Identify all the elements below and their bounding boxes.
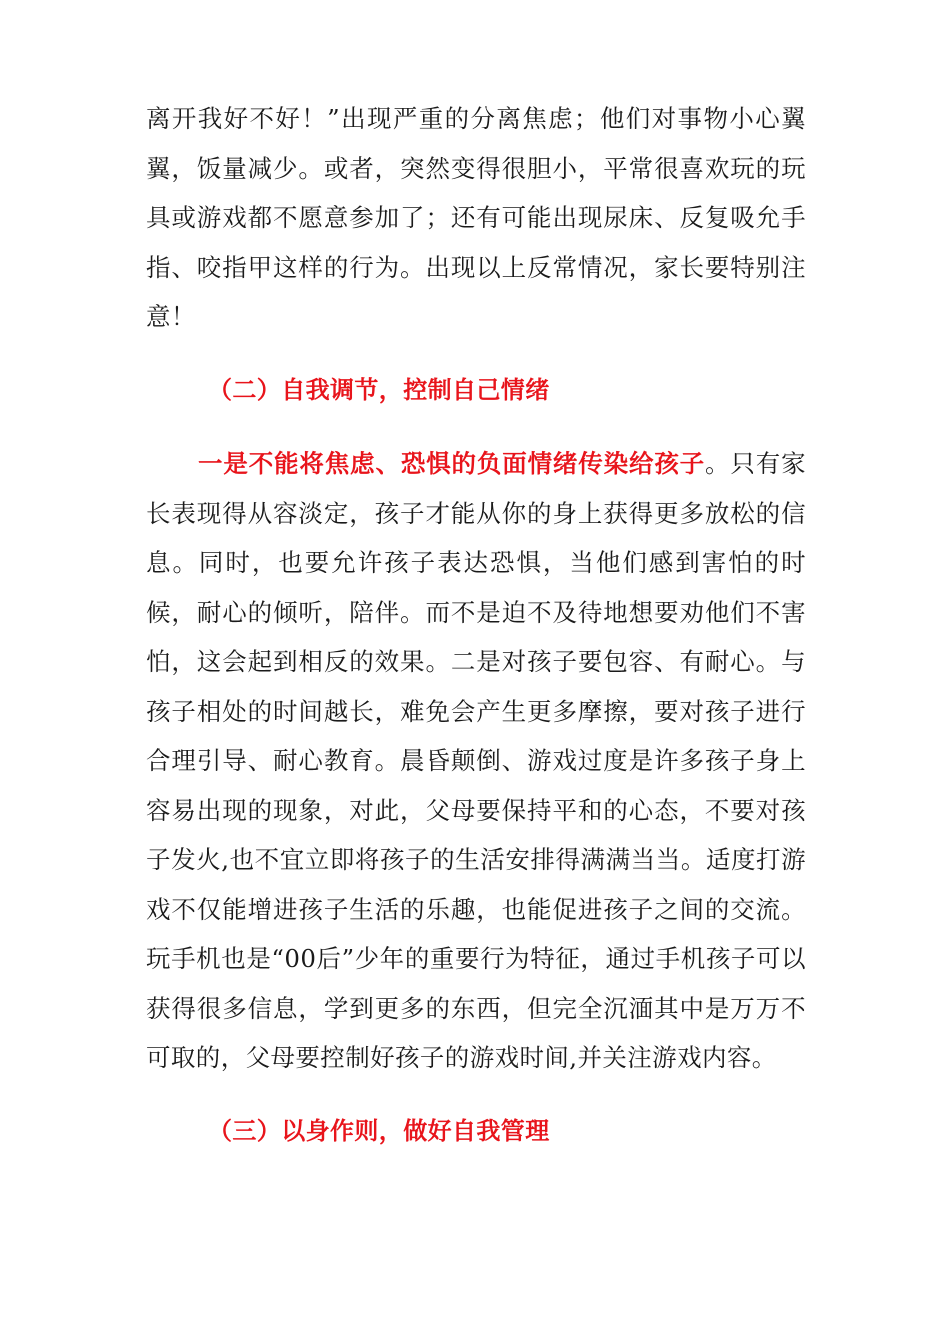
section-heading-3: （三）以身作则，做好自我管理 xyxy=(208,1116,550,1145)
paragraph-body-text: 。只有家长表现得从容淡定，孩子才能从你的身上获得更多放松的信息。同时，也要允许孩子表达恐惧，当他们感到害怕的时候，耐心的倾听，陪伴。而不是迫不及待地想要劝他们不害怕，这会起到相反的效果。二是对孩子要包容、有耐心。与孩子相处的时间越长，难免会产生更多摩擦，要对孩子进行合理引导、耐心教育。晨昏颠倒、游戏过度是许多孩子身上容易出现的现象，对此，父母要保持平和的心态，不要对孩子发火,也不宜立即将孩子的生活安排得满满当当。适度打游戏不仅能增进孩子生活的乐趣，也能促进孩子之间的交流。玩手机也是“00后”少年的重要行为特征，通过手机孩子可以获得很多信息，学到更多的东西，但完全沉湎其中是万万不可取的，父母要控制好孩子的游戏时间,并关注游戏内容。 xyxy=(146,449,807,1072)
paragraph-lead-emphasis: 一是不能将焦虑、恐惧的负面情绪传染给孩子 xyxy=(198,449,706,478)
paragraph-continuation: 离开我好不好！”出现严重的分离焦虑；他们对事物小心翼翼，饭量减少。或者，突然变得很胆小，平常很喜欢玩的玩具或游戏都不愿意参加了；还有可能出现尿床、反复吸允手指、咬指甲这样的行为。出现以上反常情况，家长要特别注意！ xyxy=(146,104,806,331)
section-heading-2: （二）自我调节，控制自己情绪 xyxy=(208,375,550,404)
document-body xyxy=(146,94,806,1180)
paragraph-self-regulation xyxy=(146,439,806,1083)
